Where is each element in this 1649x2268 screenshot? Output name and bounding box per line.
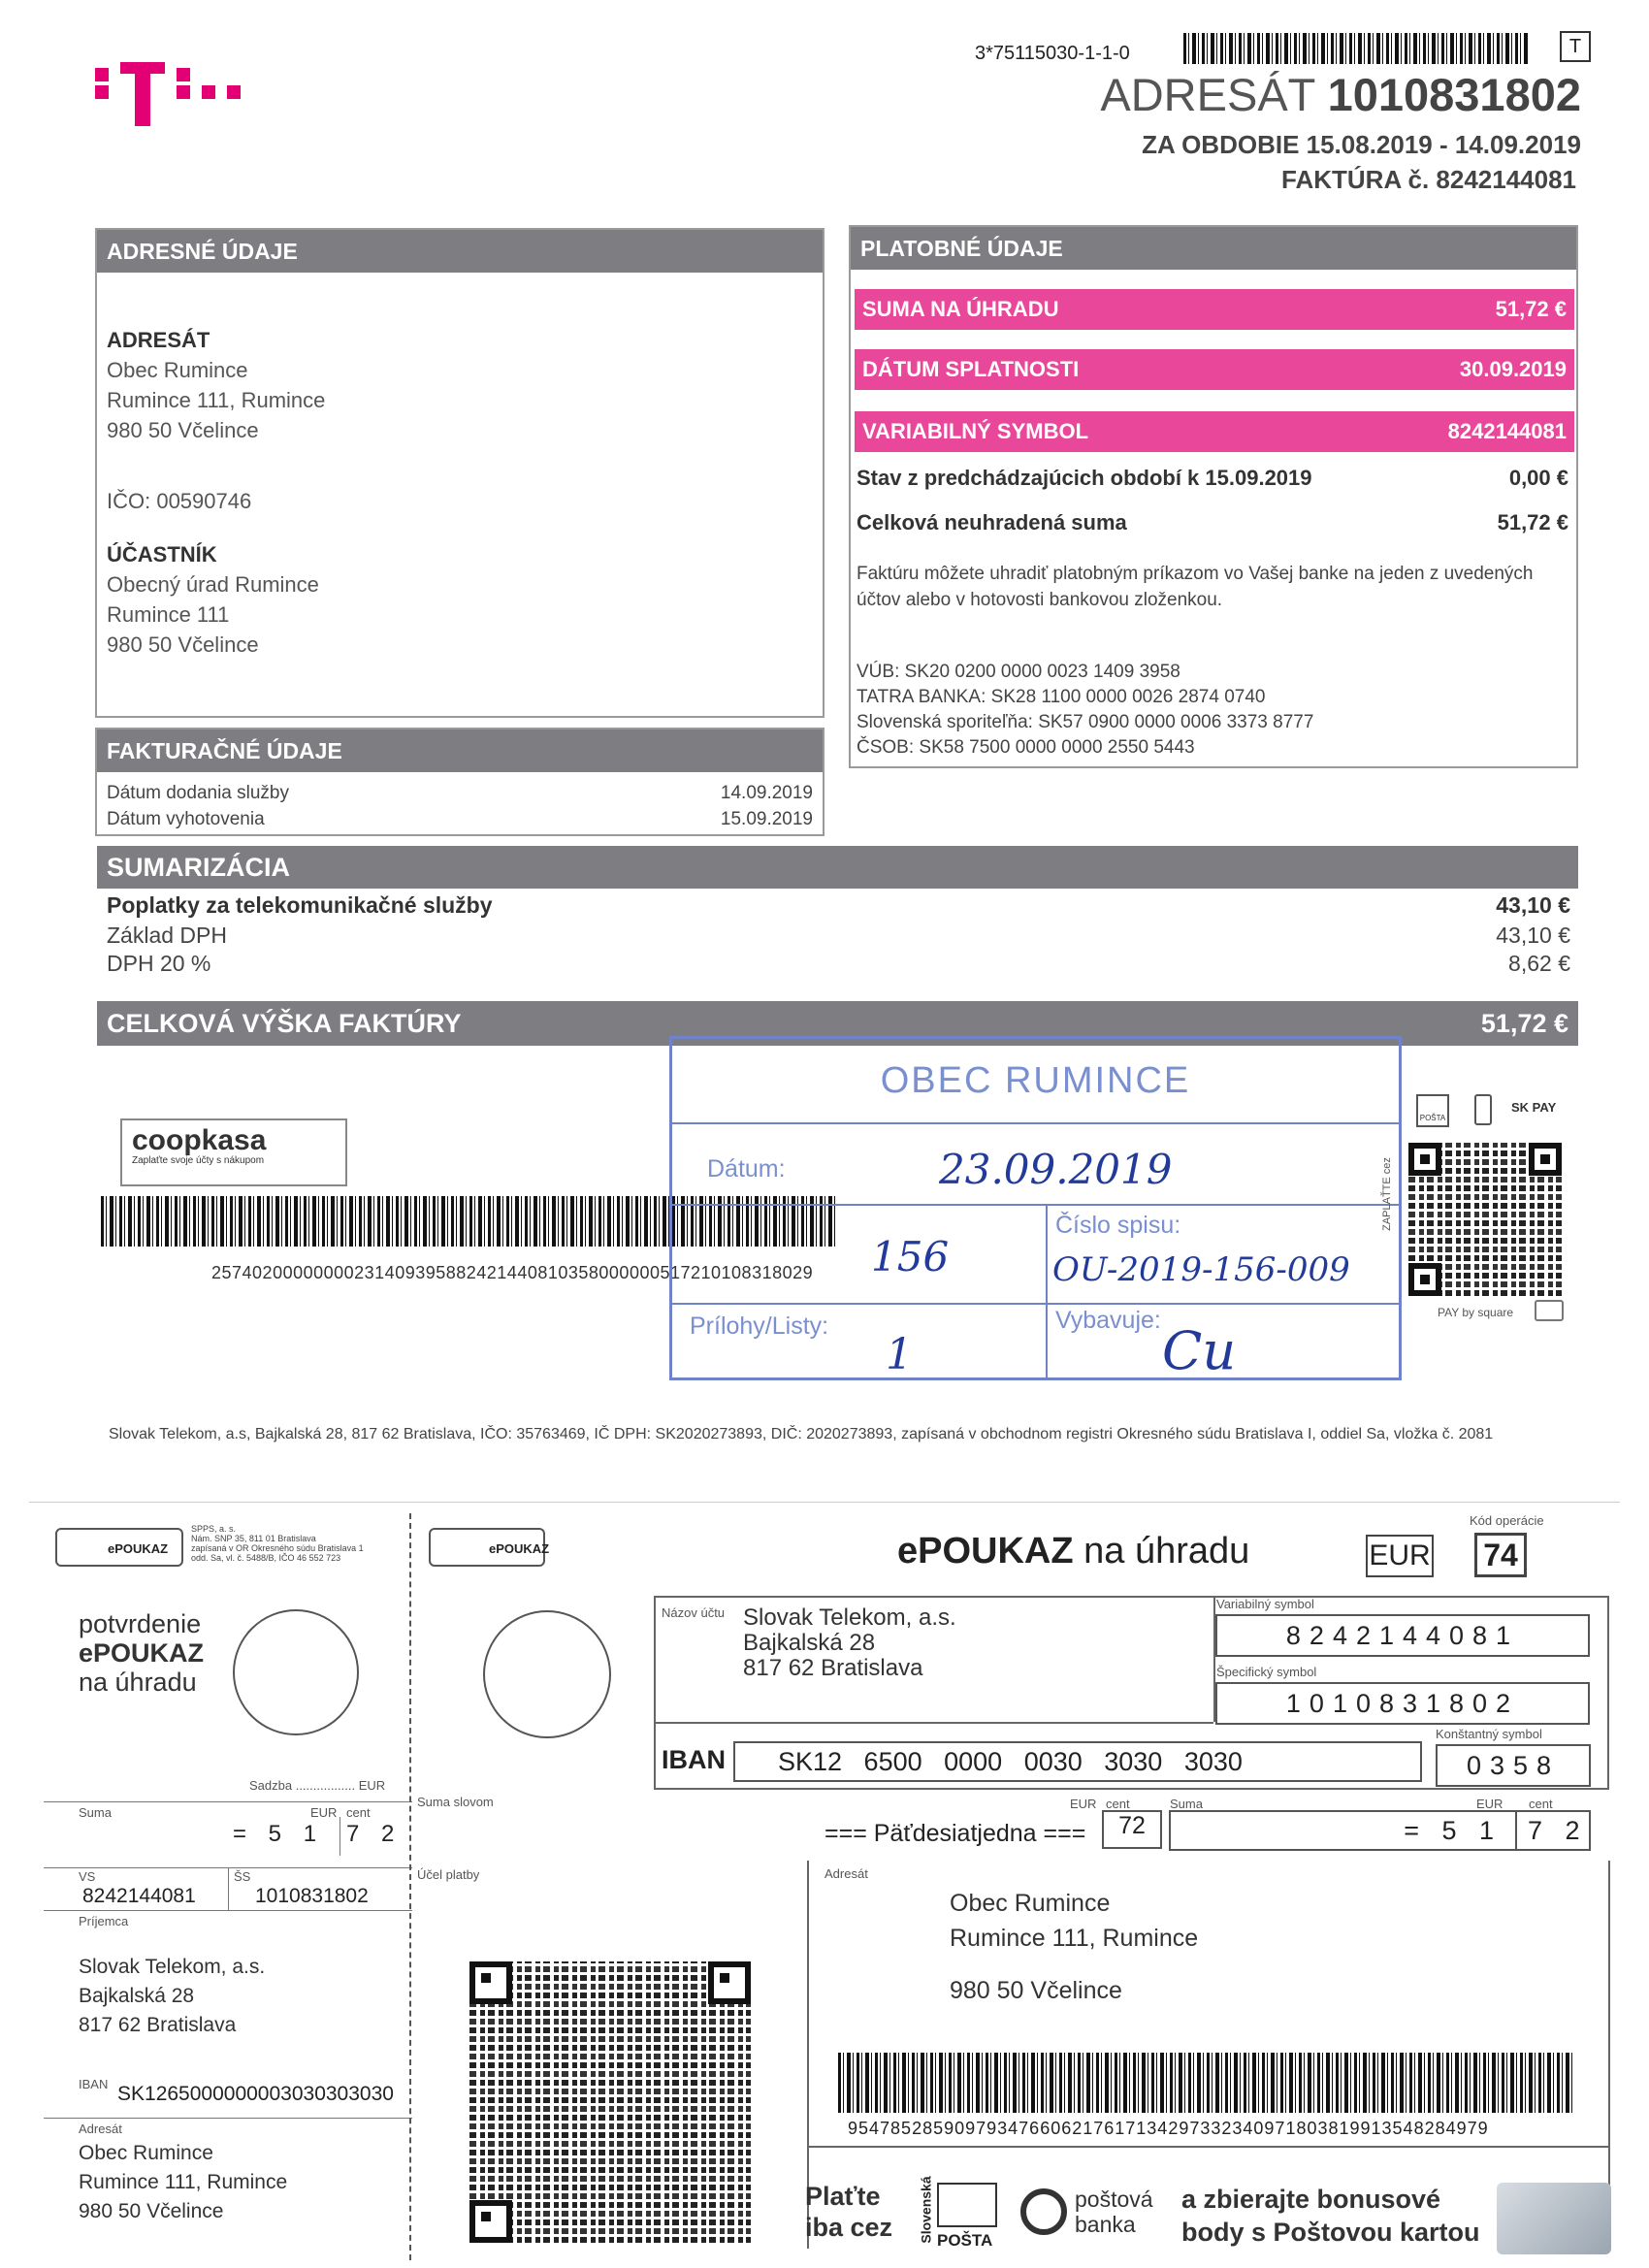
corner-mark: T [1560, 31, 1591, 62]
voucher-title: ePOUKAZ na úhradu [897, 1531, 1250, 1571]
stamp-date-value: 23.09.2019 [939, 1146, 1173, 1193]
variable-symbol-field: 8242144081 [1215, 1614, 1590, 1657]
account-line: 817 62 Bratislava [743, 1655, 923, 1681]
postova-banka-icon [1020, 2188, 1067, 2235]
addressee-line: Obec Rumince [107, 358, 248, 382]
postova-card-image [1497, 2183, 1611, 2254]
mobile-icon [1474, 1094, 1492, 1125]
stub-addressee-line: Rumince 111, Rumince [79, 2171, 288, 2193]
previous-balance-row: Stav z predchádzajúcich období k 15.09.2019 0,00 € [857, 466, 1568, 490]
iban-field: SK12 6500 0000 0030 3030 3030 [733, 1741, 1422, 1782]
recipient-line: Bajkalská 28 [79, 1985, 195, 2007]
voucher-addressee-line: Obec Rumince [950, 1890, 1111, 1917]
epoukaz-logo-2: ePOUKAZ [429, 1528, 545, 1567]
bank-account: Slovenská sporiteľňa: SK57 0900 0000 0006 3373 8777 [857, 712, 1314, 732]
payment-panel [849, 225, 1578, 768]
sum-eur: = 5 1 [1404, 1816, 1502, 1845]
telekom-logo [95, 56, 250, 134]
company-footer: Slovak Telekom, a.s, Bajkalská 28, 817 62 Bratislava, IČO: 35763469, IČ DPH: SK2020273893, DIČ: 2020273893, zapísaná v obchodnom registri Okresného súdu Bratislava I, oddiel Sa, vložka č. 2081 [109, 1426, 1494, 1442]
stamp-attachments-value: 1 [886, 1330, 913, 1379]
participant-heading: ÚČASTNÍK [107, 542, 217, 567]
rate-label: Sadzba ................. EUR [249, 1778, 386, 1793]
voucher-barcode [838, 2053, 1575, 2113]
stamp-circle [233, 1609, 359, 1735]
stub-sum-label: Suma [79, 1805, 112, 1820]
sppb-line: Nám. SNP 35, 811 01 Bratislava [191, 1534, 316, 1543]
sum-in-words: === Päťdesiatjedna === [824, 1820, 1086, 1847]
billing-row: Dátum vyhotovenia 15.09.2019 [107, 809, 813, 829]
stamp-handler-label: Vybavuje: [1055, 1307, 1161, 1334]
stub-addressee-line: Obec Rumince [79, 2142, 213, 2164]
sum-cent: 7 2 [1528, 1816, 1588, 1845]
addressee-line: Rumince 111, Rumince [107, 388, 326, 412]
cent-in-words: 72 [1102, 1810, 1162, 1849]
vat-base-row: Základ DPH 43,10 € [107, 923, 1570, 948]
promo-right-text: a zbierajte bonusové body s Poštovou kartou [1181, 2185, 1480, 2247]
confirm-title: ePOUKAZ [79, 1638, 205, 1668]
ico-number: IČO: 00590746 [107, 489, 252, 513]
total-unpaid-row: Celková neuhradená suma 51,72 € [857, 510, 1568, 535]
card-icon [1535, 1300, 1564, 1321]
stamp-file-value: OU-2019-156-009 [1052, 1250, 1350, 1289]
account-box: Názov účtu Slovak Telekom, a.s. Bajkalská 28 817 62 Bratislava IBAN SK12 6500 0000 0030 3030 3030 [654, 1596, 1609, 1790]
addressee-line: 980 50 Včelince [107, 418, 259, 442]
coopkasa-logo [120, 1118, 347, 1186]
voucher-addressee-line: 980 50 Včelince [950, 1977, 1122, 2004]
account-line: Slovak Telekom, a.s. [743, 1604, 956, 1631]
postova-banka-label: poštová banka [1075, 2187, 1153, 2237]
voucher-barcode-number: 954785285909793476606217617134297332340971803819913548284979 [848, 2119, 1489, 2138]
vat-row: DPH 20 % 8,62 € [107, 951, 1570, 976]
stub-addressee-line: 980 50 Včelince [79, 2200, 224, 2222]
header-barcode [1183, 33, 1528, 64]
pay-vertical-text: ZAPLAŤTE cez [1380, 1157, 1393, 1231]
purpose-label: Účel platby [417, 1867, 480, 1882]
sppb-line: zapísaná v OR Okresného súdu Bratislava 1 [191, 1543, 364, 1553]
addressee-number-line [1100, 68, 1581, 121]
summary-panel [97, 846, 1578, 1048]
sppb-line: SPPS, a. s. [191, 1524, 237, 1534]
iban-label: IBAN [662, 1745, 726, 1774]
invoice-number: FAKTÚRA č. 8242144081 [1281, 165, 1576, 194]
posta-logo-label: POŠTA [937, 2231, 993, 2250]
payment-note: Faktúru môžete uhradiť platobným príkazom vo Vašej banke na jeden z uvedených účtov alebo v hotovosti bankovou zloženkou. [857, 564, 1534, 610]
voucher-qr-code [469, 1961, 751, 2243]
recipient-line: Slovak Telekom, a.s. [79, 1956, 266, 1978]
coop-barcode-number: 25740200000000231409395882421440810358000000517210108318029 [211, 1263, 814, 1282]
sppb-line: odd. Sa, vl. č. 5488/B, IČO 46 552 723 [191, 1553, 341, 1563]
voucher-addressee-line: Rumince 111, Rumince [950, 1925, 1199, 1952]
billing-panel [95, 728, 824, 836]
participant-line: Obecný úrad Rumince [107, 572, 319, 597]
bank-account: ČSOB: SK58 7500 0000 0000 2550 5443 [857, 737, 1195, 758]
participant-line: 980 50 Včelince [107, 632, 259, 657]
addressee-heading: ADRESÁT [107, 328, 210, 352]
stub-ss-value: 1010831802 [255, 1885, 369, 1907]
coopkasa-tagline: Zaplaťte svoje účty s nákupom [132, 1155, 265, 1166]
account-line: Bajkalská 28 [743, 1630, 876, 1656]
payment-panel-title: PLATOBNÉ ÚDAJE [851, 227, 1576, 270]
participant-line: Rumince 111 [107, 602, 230, 627]
posta-logo-icon [937, 2183, 997, 2227]
payment-qr-code [1408, 1143, 1562, 1296]
variable-symbol-row: VARIABILNÝ SYMBOL 8242144081 [855, 411, 1574, 452]
amount-due-row: SUMA NA ÚHRADU 51,72 € [855, 289, 1574, 330]
middle-stamp-circle [483, 1610, 611, 1738]
reference-code: 3*75115030-1-1-0 [975, 43, 1130, 64]
addressee-number: 1010831802 [1327, 69, 1581, 120]
sum-words-label: Suma slovom [417, 1795, 494, 1809]
epoukaz-logo: ePOUKAZ [55, 1528, 183, 1567]
currency-box: EUR [1366, 1535, 1434, 1577]
billing-row: Dátum dodania služby 14.09.2019 [107, 783, 813, 803]
specific-symbol-field: 1010831802 [1215, 1682, 1590, 1725]
address-panel-title: ADRESNÉ ÚDAJE [97, 230, 823, 273]
stamp-number-value: 156 [871, 1233, 950, 1280]
stamp-date-label: Dátum: [707, 1155, 786, 1183]
billing-period: ZA OBDOBIE 15.08.2019 - 14.09.2019 [1142, 130, 1581, 159]
posta-vertical-text: Slovenská [918, 2176, 934, 2244]
stamp-title: OBEC RUMINCE [880, 1060, 1191, 1101]
coopkasa-brand: coopkasa [132, 1124, 267, 1156]
posta-pay-icon: POŠTA [1416, 1094, 1449, 1127]
billing-panel-title: FAKTURAČNÉ ÚDAJE [97, 729, 823, 772]
stub-iban: SK1265000000003030303030 [117, 2083, 394, 2105]
voucher-stub: ePOUKAZ SPPS, a. s. Nám. SNP 35, 811 01 Bratislava zapísaná v OR Okresného súdu Bratislava 1 odd. Sa, vl. č. 5488/B, IČO 46 552 723 potvrdenie ePOUKAZ na úhradu Sadzba ................. EUR Suma EUR cent = 5 1 7 2 VS 8242144081 ŠS 1010831802 Príjemca Slovak Telekom, a.s. Bajkalská 28 817 62 Bratislava IBAN SK1265000000003030303030 Adresát Obec Rumince Rumince 111, Rumince 980 50 Včelince [44, 1508, 412, 2265]
constant-symbol-field: 0358 [1436, 1744, 1591, 1787]
stub-sum-cent: 7 2 [346, 1821, 403, 1847]
promo-left-text: Plaťte iba cez [805, 2182, 893, 2242]
stub-sum-eur: = 5 1 [233, 1821, 325, 1847]
bank-account: VÚB: SK20 0200 0000 0023 1409 3958 [857, 662, 1180, 682]
stamp-attachments-label: Prílohy/Listy: [690, 1312, 829, 1340]
summary-title: SUMARIZÁCIA [97, 846, 1578, 889]
confirm-title: potvrdenie [79, 1609, 202, 1638]
invoice-total-row: CELKOVÁ VÝŠKA FAKTÚRY 51,72 € [97, 1001, 1578, 1046]
address-panel [95, 228, 824, 718]
confirm-title: na úhradu [79, 1668, 197, 1697]
stamp-handler-signature: Cu [1162, 1320, 1237, 1381]
sk-pay-icon: SK PAY [1511, 1100, 1557, 1115]
pay-by-square-label: PAY by square [1438, 1306, 1514, 1319]
recipient-line: 817 62 Bratislava [79, 2014, 237, 2036]
fees-row: Poplatky za telekomunikačné služby 43,10 € [107, 892, 1570, 918]
addressee-box: Adresát Obec Rumince Rumince 111, Rumince 980 50 Včelince 954785285909793476606217617134297332340971803819913548284979 [807, 1861, 1610, 2249]
due-date-row: DÁTUM SPLATNOSTI 30.09.2019 [855, 349, 1574, 390]
operation-code: 74 [1474, 1533, 1527, 1577]
bank-accounts [857, 660, 1313, 761]
sum-amount-box [1169, 1810, 1591, 1851]
bank-account: TATRA BANKA: SK28 1100 0000 0026 2874 0740 [857, 687, 1266, 707]
addressee-label: ADRESÁT [1100, 69, 1315, 120]
stub-vs-value: 8242144081 [82, 1885, 196, 1907]
stamp-file-label: Číslo spisu: [1055, 1212, 1181, 1239]
registry-stamp [669, 1036, 1402, 1380]
